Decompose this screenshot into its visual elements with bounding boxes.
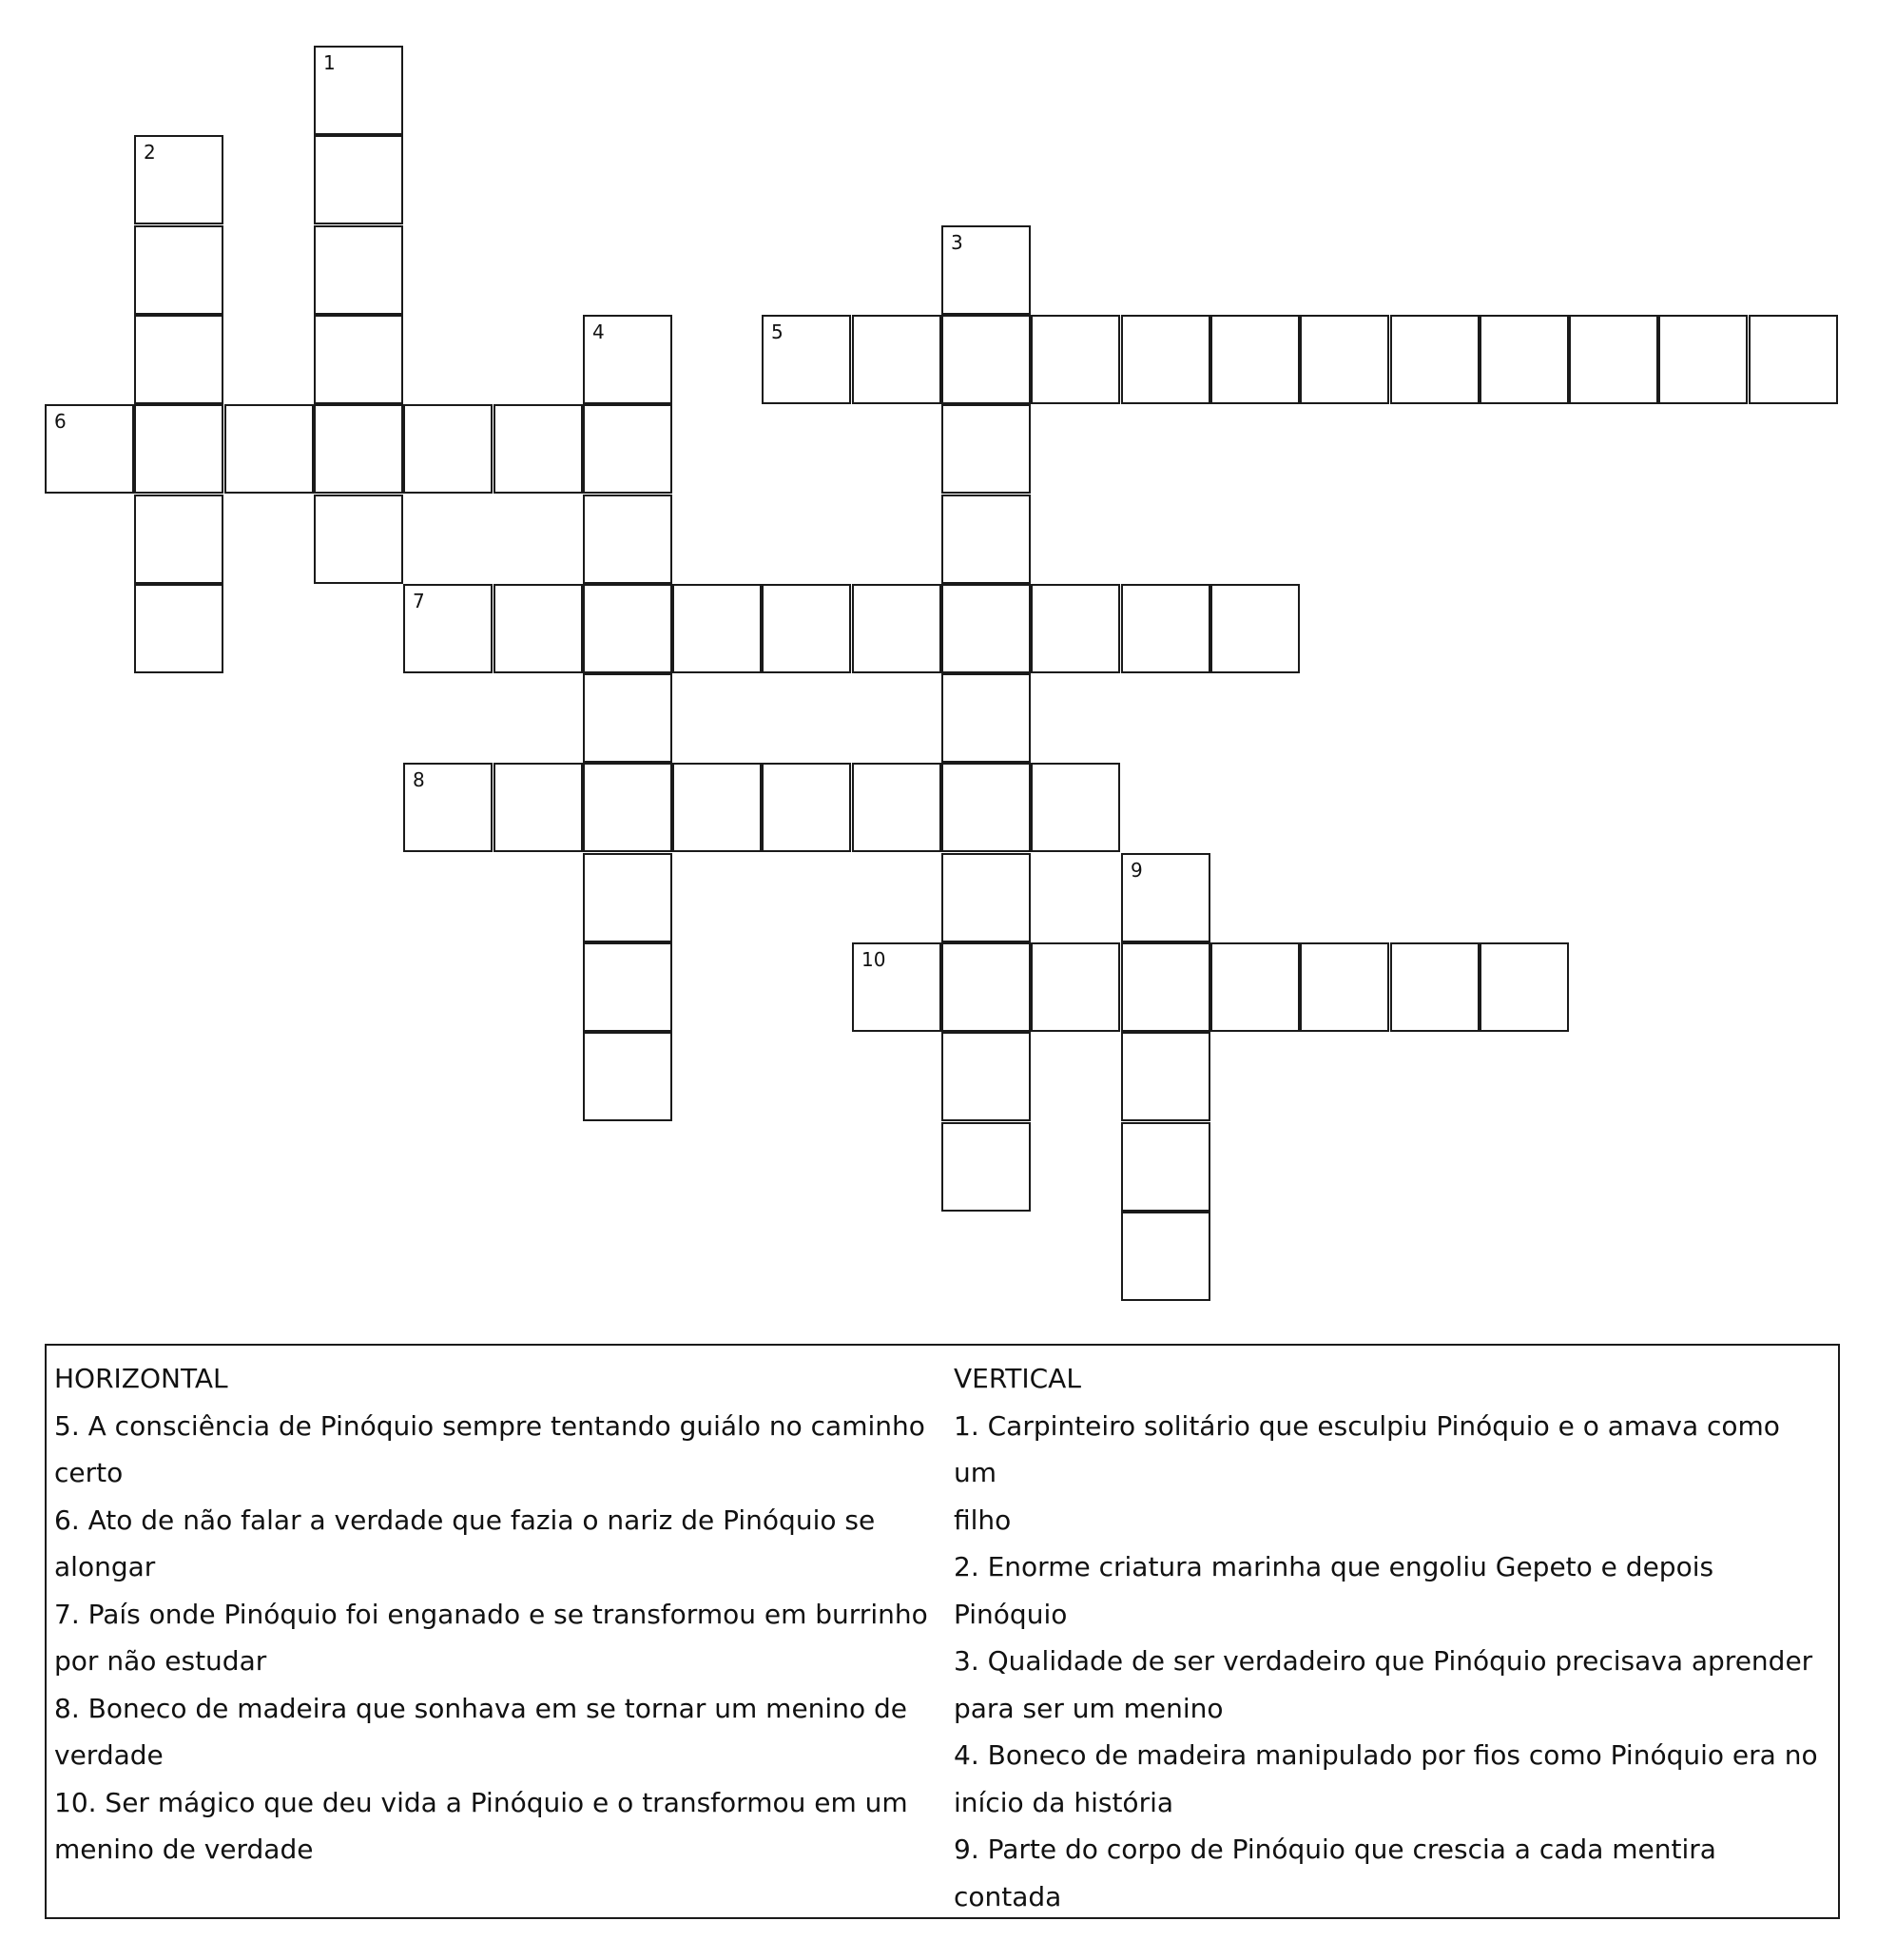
crossword-cell[interactable]: [1390, 315, 1480, 404]
crossword-cell[interactable]: [1121, 1032, 1210, 1121]
crossword-cell[interactable]: [583, 942, 672, 1032]
horizontal-clue-line: certo: [54, 1457, 124, 1488]
crossword-cell[interactable]: [941, 495, 1031, 584]
crossword-cell[interactable]: [1300, 315, 1389, 404]
clue-number: 8: [413, 768, 425, 791]
horizontal-title: HORIZONTAL: [54, 1363, 228, 1394]
crossword-cell[interactable]: [583, 584, 672, 673]
horizontal-clue-line: 6. Ato de não falar a verdade que fazia o nariz de Pinóquio se: [54, 1504, 876, 1536]
crossword-cell[interactable]: [1749, 315, 1838, 404]
clue-number: 6: [54, 410, 67, 433]
vertical-clue-line: 9. Parte do corpo de Pinóquio que crescia a cada mentira contada: [954, 1834, 1716, 1912]
horizontal-clue-line: 8. Boneco de madeira que sonhava em se tornar um menino de: [54, 1692, 907, 1724]
crossword-cell[interactable]: [583, 404, 672, 494]
crossword-cell[interactable]: [45, 404, 134, 494]
crossword-cell[interactable]: [224, 404, 314, 494]
horizontal-clue-line: verdade: [54, 1739, 164, 1771]
clue-number: 1: [323, 51, 336, 74]
crossword-cell[interactable]: [852, 942, 941, 1032]
crossword-cell[interactable]: [1300, 942, 1389, 1032]
horizontal-clue-line: alongar: [54, 1551, 156, 1582]
crossword-cell[interactable]: [941, 1122, 1031, 1212]
crossword-cell[interactable]: [583, 1032, 672, 1121]
crossword-cell[interactable]: [941, 853, 1031, 942]
crossword-cell[interactable]: [941, 584, 1031, 673]
vertical-title: VERTICAL: [954, 1363, 1081, 1394]
crossword-cell[interactable]: [314, 135, 403, 224]
crossword-cell[interactable]: [762, 584, 851, 673]
crossword-cell[interactable]: [1390, 942, 1480, 1032]
crossword-cell[interactable]: [1569, 315, 1658, 404]
horizontal-clues: [54, 1355, 929, 1873]
clue-number: 3: [951, 231, 963, 254]
crossword-cell[interactable]: [583, 853, 672, 942]
crossword-cell[interactable]: [583, 495, 672, 584]
horizontal-clue-line: 5. A consciência de Pinóquio sempre tentando guiálo no caminho: [54, 1409, 925, 1442]
clues-box: [45, 1344, 1840, 1919]
crossword-cell[interactable]: [941, 404, 1031, 494]
clue-number: 2: [144, 141, 156, 164]
crossword-cell[interactable]: [134, 584, 223, 673]
crossword-cell[interactable]: [1121, 853, 1210, 942]
crossword-cell[interactable]: [1121, 1212, 1210, 1301]
crossword-cell[interactable]: [493, 584, 583, 673]
crossword-cell[interactable]: [134, 495, 223, 584]
crossword-cell[interactable]: [134, 135, 223, 224]
crossword-cell[interactable]: [1210, 942, 1300, 1032]
crossword-cell[interactable]: [941, 1032, 1031, 1121]
crossword-cell[interactable]: [941, 225, 1031, 315]
vertical-clue-line: início da história: [954, 1786, 1174, 1818]
crossword-cell[interactable]: [1121, 942, 1210, 1032]
vertical-clues: [954, 1355, 1829, 1920]
crossword-cell[interactable]: [941, 942, 1031, 1032]
crossword-cell[interactable]: [941, 763, 1031, 852]
vertical-clue-line: 4. Boneco de madeira manipulado por fios como Pinóquio era no: [954, 1739, 1818, 1771]
clue-number: 7: [413, 590, 425, 612]
crossword-cell[interactable]: [314, 315, 403, 404]
crossword-cell[interactable]: [1031, 763, 1120, 852]
horizontal-clue-line: 7. País onde Pinóquio foi enganado e se transformou em burrinho: [54, 1598, 928, 1630]
crossword-cell[interactable]: [403, 763, 493, 852]
clue-number: 4: [592, 320, 605, 343]
crossword-cell[interactable]: [583, 763, 672, 852]
crossword-cell[interactable]: [1210, 315, 1300, 404]
crossword-cell[interactable]: [941, 673, 1031, 763]
crossword-cell[interactable]: [583, 315, 672, 404]
vertical-clue-line: 2. Enorme criatura marinha que engoliu Gepeto e depois Pinóquio: [954, 1551, 1714, 1630]
crossword-cell[interactable]: [1031, 584, 1120, 673]
crossword-cell[interactable]: [314, 495, 403, 584]
crossword-cell[interactable]: [403, 584, 493, 673]
crossword-cell[interactable]: [1121, 584, 1210, 673]
crossword-cell[interactable]: [403, 404, 493, 494]
vertical-clue-line: para ser um menino: [954, 1692, 1224, 1724]
vertical-clue-line: filho: [954, 1504, 1012, 1536]
crossword-cell[interactable]: [1210, 584, 1300, 673]
crossword-cell[interactable]: [1480, 942, 1569, 1032]
crossword-cell[interactable]: [314, 46, 403, 135]
crossword-cell[interactable]: [1121, 1122, 1210, 1212]
crossword-cell[interactable]: [852, 315, 941, 404]
horizontal-clue-line: por não estudar: [54, 1645, 267, 1677]
crossword-cell[interactable]: [493, 763, 583, 852]
crossword-cell[interactable]: [1480, 315, 1569, 404]
horizontal-clue-line: 10. Ser mágico que deu vida a Pinóquio e o transformou em um: [54, 1786, 908, 1818]
crossword-cell[interactable]: [1031, 942, 1120, 1032]
crossword-cell[interactable]: [134, 225, 223, 315]
crossword-cell[interactable]: [1121, 315, 1210, 404]
vertical-clue-line: 3. Qualidade de ser verdadeiro que Pinóquio precisava aprender: [954, 1645, 1813, 1677]
crossword-cell[interactable]: [314, 225, 403, 315]
vertical-clue-line: 1. Carpinteiro solitário que esculpiu Pinóquio e o amava como um: [954, 1409, 1780, 1488]
crossword-cell[interactable]: [1658, 315, 1748, 404]
horizontal-clue-line: menino de verdade: [54, 1834, 314, 1865]
crossword-cell[interactable]: [852, 763, 941, 852]
crossword-cell[interactable]: [852, 584, 941, 673]
crossword-cell[interactable]: [583, 673, 672, 763]
crossword-cell[interactable]: [134, 404, 223, 494]
crossword-cell[interactable]: [134, 315, 223, 404]
clue-number: 5: [771, 320, 784, 343]
crossword-cell[interactable]: [672, 584, 762, 673]
crossword-cell[interactable]: [493, 404, 583, 494]
crossword-cell[interactable]: [1031, 315, 1120, 404]
crossword-cell[interactable]: [762, 763, 851, 852]
crossword-cell[interactable]: [672, 763, 762, 852]
clue-number: 9: [1131, 859, 1143, 882]
clue-number: 10: [861, 948, 886, 971]
crossword-cell[interactable]: [941, 315, 1031, 404]
crossword-cell[interactable]: [314, 404, 403, 494]
crossword-cell[interactable]: [762, 315, 851, 404]
